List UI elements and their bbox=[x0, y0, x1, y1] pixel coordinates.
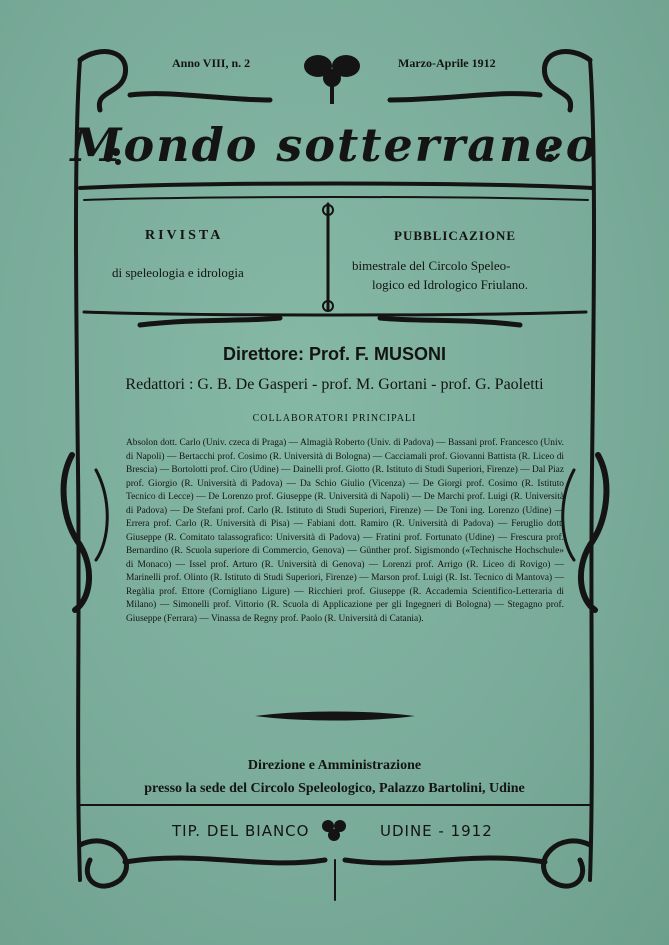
director-line: Direttore: Prof. F. MUSONI bbox=[222, 344, 446, 364]
collaborators-list: Absolon dott. Carlo (Univ. czeca di Praga) — Almagià Roberto (Univ. di Padova) — Bassani prof. Francesco (Univ. di Napoli) — Bertacchi prof. Cosimo (R. Università di Bologna) — Cacciamali prof. Giovanni Battista (R. Liceo di Brescia) — Bortolotti prof. Ciro (Udine) — Dainelli prof. Giotto (R. Istituto di Studi Superiori, Firenze) — Dal Piaz prof. Giorgio (R. Università di Padova) — Da Schio Giulio (Vicenza) — De Giorgi prof. Cosimo (R. Istituto Tecnico di Lecce) — De Lorenzo prof. Giuseppe (R. Università di Napoli) — De Marchi prof. Luigi (R. Università di Padova) — De Stefani prof. Carlo (R. Istituto di Studi Superiori, Firenze) — De Toni ing. Lorenzo (Udine) — Errera prof. Carlo (R. Università di Pisa) — Fabiani dott. Ramiro (R. Università di Padova) — Feruglio dott. Giuseppe (R. Comitato talassografico: Università di Padova) — Fratini prof. Fortunato (Udine) — Frescura prof. Bernardino (R. Scuola superiore di Commercio, Genova) — Günther prof. Sigismondo («Technische Hochschule» di Monaco) — Issel prof. Arturo (R. Università di Genova) — Lorenzi prof. Arrigo (R. Liceo di Rovigo) — Marinelli prof. Olinto (R. Istituto di Studi Superiori, Firenze) — Marson prof. Luigi (R. Ist. Tecnico di Mantova) — Regàlia prof. Ettore (Cornigliano Ligure) — Ricchieri prof. Giuseppe (R. Accademia Scientifico-Letteraria di Milano) — Simonelli prof. Vittorio (R. Scuola di Applicazione per gli Ingegneri di Bologna) — Stegagno prof. Giuseppe (Ferrara) — Vinassa de Regny prof. Paolo (R. Università di Catania). bbox=[126, 438, 564, 624]
administration-address: presso la sede del Circolo Speleologico, Palazzo Bartolini, Udine bbox=[144, 781, 525, 796]
right-subtitle-line2: logico ed Idrologico Friulano. bbox=[372, 277, 528, 292]
left-subtitle: di speleologia e idrologia bbox=[112, 265, 244, 280]
left-heading: RIVISTA bbox=[145, 228, 224, 243]
magazine-title: Mondo sotterraneo bbox=[70, 118, 599, 172]
collaborators-heading: COLLABORATORI PRINCIPALI bbox=[252, 413, 417, 424]
flower-ornament bbox=[304, 55, 360, 104]
editors-line: Redattori : G. B. De Gasperi - prof. M. Gortani - prof. G. Paoletti bbox=[125, 376, 544, 393]
right-heading: PUBBLICAZIONE bbox=[394, 228, 517, 243]
administration-heading: Direzione e Amministrazione bbox=[247, 758, 422, 773]
printer-city-year: UDINE - 1912 bbox=[380, 822, 493, 840]
right-subtitle-line1: bimestrale del Circolo Speleo- bbox=[352, 258, 511, 273]
issue-number: Anno VIII, n. 2 bbox=[172, 56, 251, 70]
issue-date: Marzo-Aprile 1912 bbox=[398, 56, 496, 70]
printer-name: TIP. DEL BIANCO bbox=[172, 822, 310, 840]
clover-ornament bbox=[322, 820, 346, 841]
